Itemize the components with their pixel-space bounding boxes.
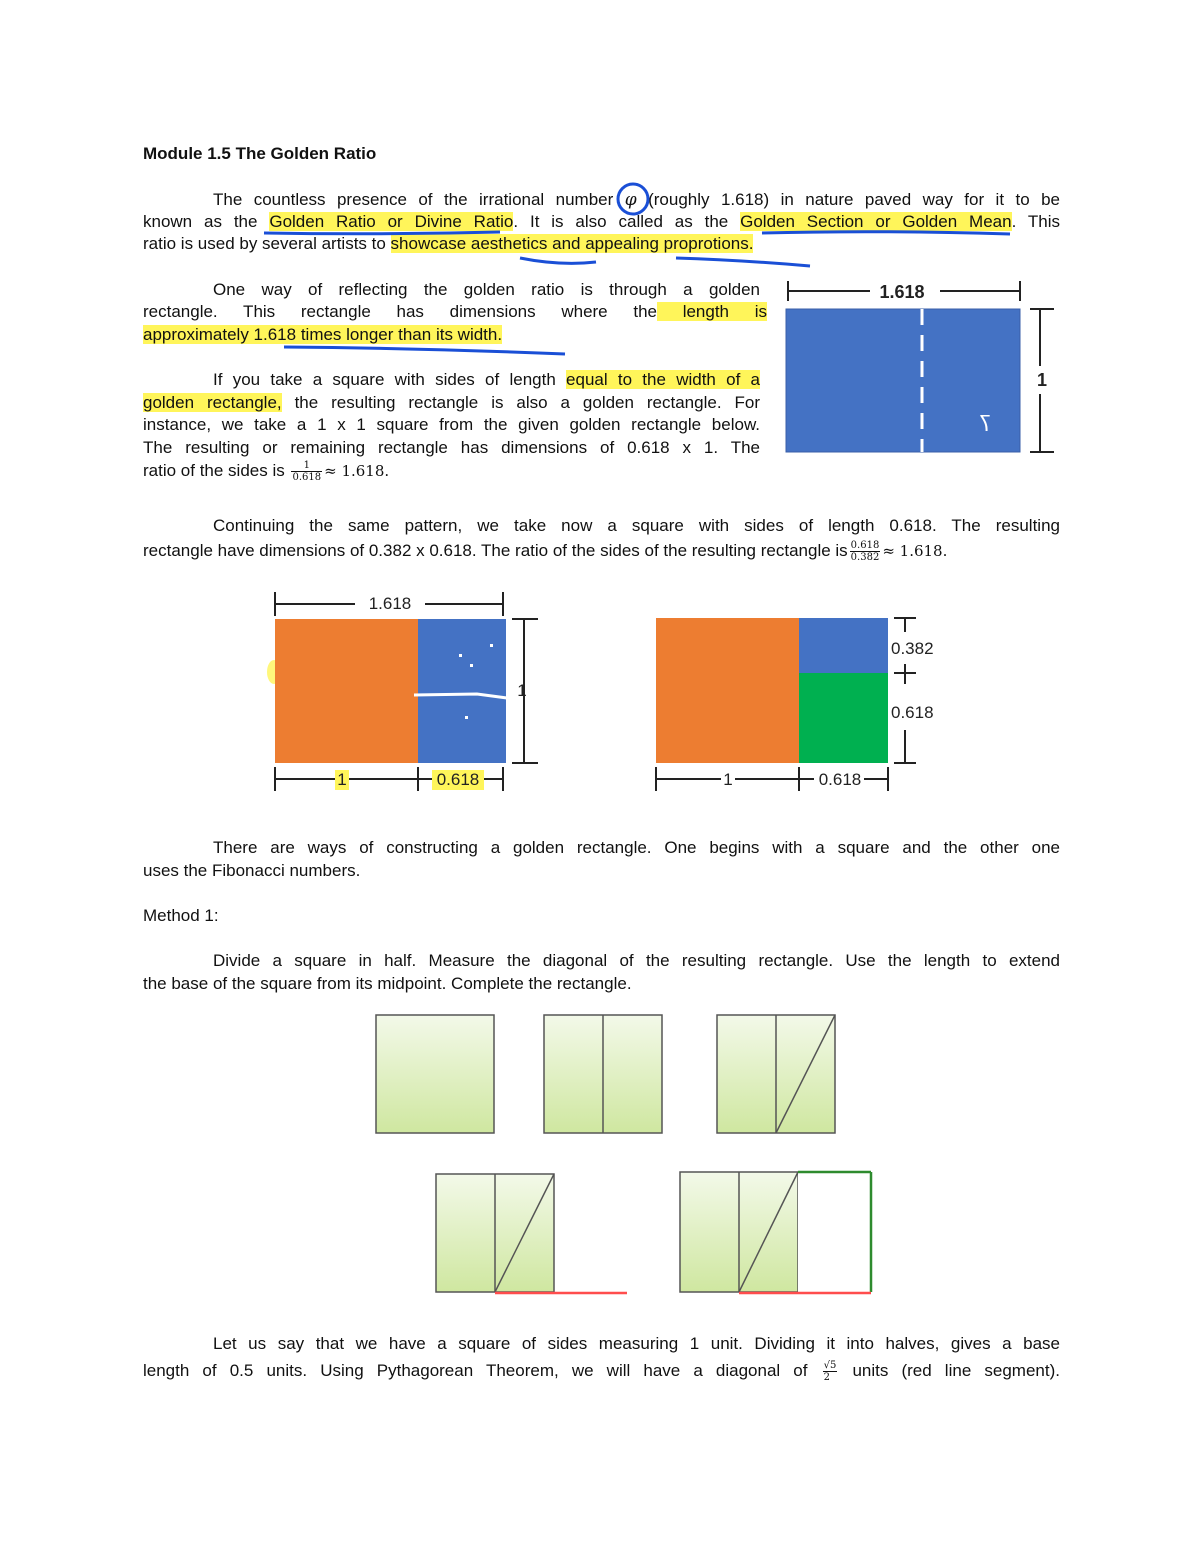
highlight-approx: approximately 1.618 times longer than its width. [143, 325, 503, 344]
para5-line2: uses the Fibonacci numbers. [143, 861, 361, 880]
fig2-top-label: 1.618 [368, 594, 412, 613]
fig1-top-label: 1.618 [879, 282, 925, 302]
highlight-golden-rectangle: golden rectangle, [143, 393, 282, 412]
pen-underline-1 [264, 232, 500, 234]
para3-line5: ratio of the sides is $\frac{1}{0.618}$ ≈ 1.618. [143, 460, 390, 484]
para1-line1: The countless presence of the irrational number φ (roughly 1.618) in nature paved way for it to be [213, 190, 1061, 210]
fig1-side-label: 1 [1036, 370, 1048, 390]
step1-square [376, 1015, 494, 1133]
pen-underline-4 [676, 258, 810, 266]
para6-line2: the base of the square from its midpoint. Complete the rectangle. [143, 974, 632, 993]
para3-line1: If you take a square with sides of length equal to the width of a [213, 370, 760, 389]
fig2-bottom-left-label: 1 [337, 770, 347, 789]
fig3-blue-rectangle [799, 618, 888, 673]
ratio-fraction-2: $\frac{0.618}{0.382}$ [850, 540, 880, 564]
para3-line3: instance, we take a 1 x 1 square from the given golden rectangle below. [143, 415, 760, 434]
highlight-golden-section: Golden Section or Golden Mean [740, 212, 1012, 231]
pen-underline-5 [284, 347, 565, 354]
method-label: Method 1: [143, 906, 219, 925]
para7-line2: length of 0.5 units. Using Pythagorean Theorem, we will have a diagonal of $\frac{√5}{2}$ units (red line segment). [143, 1360, 1060, 1384]
sqrt5-fraction: $\frac{√5}{2}$ [823, 1360, 837, 1384]
fig3-bottom-right-label: 0.618 [818, 770, 862, 789]
para2-line2: rectangle. This rectangle has dimensions where the length is [143, 302, 767, 321]
highlight-aesthetics: showcase aesthetics and appealing proprotions. [390, 234, 754, 253]
para7-line1: Let us say that we have a square of sides measuring 1 unit. Dividing it into halves, gives a base [213, 1334, 1060, 1353]
para4-line2: rectangle have dimensions of 0.382 x 0.618. The ratio of the sides of the resulting rectangle is $\frac{0.618}{0.382}$ ≈ 1.618. [143, 540, 948, 564]
figure-square-removed [262, 588, 552, 798]
fig3-green-square [799, 673, 888, 763]
para1-line3: ratio is used by several artists to showcase aesthetics and appealing proprotions. [143, 234, 754, 253]
fig1-scribble: ߖ [978, 411, 992, 436]
pen-underline-2 [762, 232, 1010, 234]
para6-line1: Divide a square in half. Measure the diagonal of the resulting rectangle. Use the length to extend [213, 951, 1060, 970]
fig2-side-label: 1 [517, 681, 527, 700]
para4-line1: Continuing the same pattern, we take now a square with sides of length 0.618. The resulting [213, 516, 1060, 535]
fig2-bottom-right-label: 0.618 [436, 770, 480, 789]
page-title: Module 1.5 The Golden Ratio [143, 144, 377, 163]
pen-circle-phi [618, 184, 648, 214]
figure-second-square [648, 612, 948, 798]
pen-underline-3 [520, 258, 596, 263]
para2-line1: One way of reflecting the golden ratio is through a golden [213, 280, 760, 299]
para1-line2: known as the Golden Ratio or Divine Ratio. It is also called as the Golden Section or Golden Mean. This [143, 212, 1060, 231]
fig2-blue-rectangle [418, 619, 506, 763]
para5-line1: There are ways of constructing a golden rectangle. One begins with a square and the other one [213, 838, 1060, 857]
fig3-orange-square [656, 618, 799, 763]
para3-line2: golden rectangle, the resulting rectangle is also a golden rectangle. For [143, 393, 760, 412]
fig3-right-top-label: 0.382 [891, 639, 934, 658]
highlight-length: length is [656, 302, 767, 321]
highlight-equal-width: equal to the width of a [566, 370, 760, 389]
phi-symbol: φ [624, 190, 637, 210]
fig3-bottom-left-label: 1 [723, 770, 733, 789]
golden-rectangle-figure [780, 276, 1060, 466]
fig3-right-bottom-label: 0.618 [891, 703, 934, 722]
highlight-golden-ratio: Golden Ratio or Divine Ratio [269, 212, 514, 231]
ratio-fraction-1: $\frac{1}{0.618}$ [292, 460, 322, 484]
para3-line4: The resulting or remaining rectangle has dimensions of 0.618 x 1. The [143, 438, 760, 457]
fig2-orange-square [275, 619, 418, 763]
construction-diagrams [370, 1008, 880, 1300]
